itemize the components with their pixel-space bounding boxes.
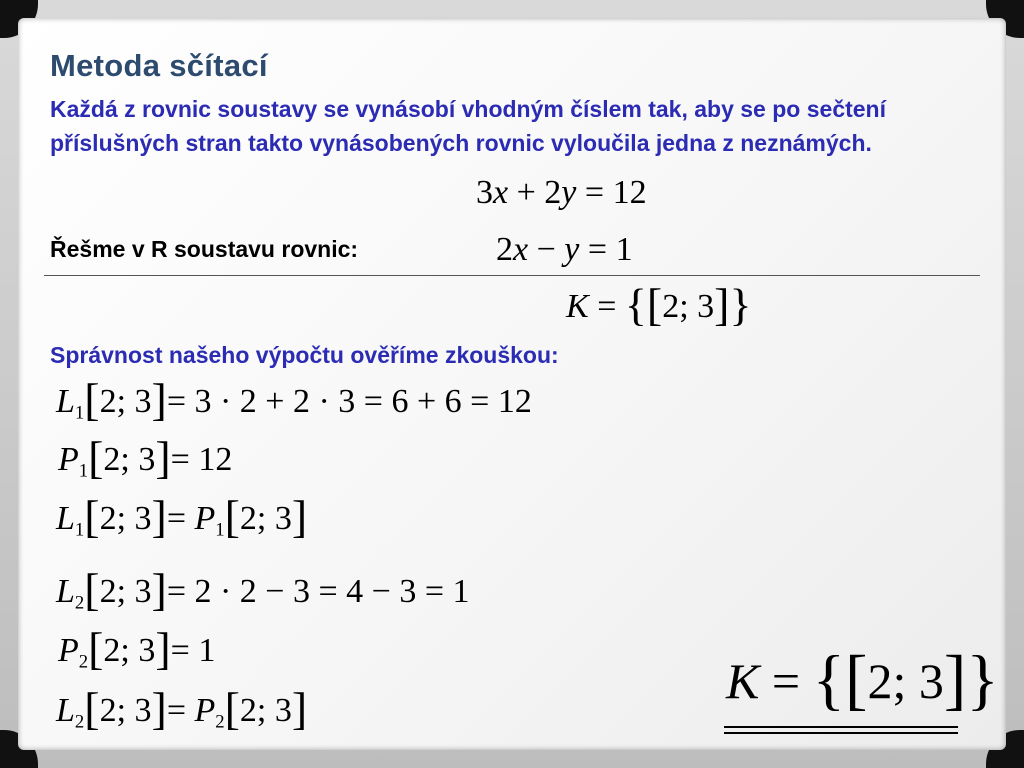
side-symbol: P	[58, 441, 79, 478]
bracket: ]	[151, 682, 167, 734]
check-line-6	[56, 682, 308, 734]
solution-set	[566, 278, 752, 330]
equals: =	[587, 231, 608, 268]
bracket: [	[88, 431, 104, 483]
expression: =	[166, 692, 195, 729]
bracket: [	[88, 622, 104, 674]
expression: =	[166, 500, 195, 537]
bracket: ]	[155, 622, 171, 674]
subscript: 1	[74, 519, 85, 541]
brace: {	[624, 278, 647, 330]
subscript: 1	[78, 460, 89, 482]
coef: 2	[544, 174, 562, 211]
brace: }	[729, 278, 752, 330]
equals: =	[597, 288, 617, 325]
argument: 2; 3	[99, 573, 152, 610]
equation-1	[476, 174, 647, 212]
equals: =	[771, 653, 801, 709]
var-x: x	[493, 174, 509, 211]
subscript: 2	[74, 592, 85, 614]
side-symbol: L	[56, 500, 75, 537]
bracket: ]	[291, 490, 308, 542]
bracket: [	[224, 682, 240, 734]
argument: 2; 3	[99, 383, 152, 420]
bracket: [	[84, 490, 100, 542]
rhs: 1	[615, 231, 633, 268]
check-line-4	[56, 563, 470, 615]
equation-2	[496, 231, 633, 269]
equals: =	[584, 174, 605, 211]
coef: 2	[496, 231, 513, 268]
expression: = 3 · 2 + 2 · 3 = 6 + 6 = 12	[166, 383, 532, 420]
pair: 2; 3	[867, 653, 944, 709]
set-symbol: K	[726, 653, 760, 709]
bracket: [	[84, 682, 100, 734]
set-symbol: K	[566, 288, 589, 325]
divider-line	[44, 275, 980, 276]
check-line-5	[58, 622, 216, 674]
brace: {	[812, 642, 845, 718]
coef: 3	[476, 174, 493, 211]
bracket: [	[646, 278, 663, 330]
argument: 2; 3	[239, 692, 292, 729]
expression: = 1	[170, 632, 216, 669]
side-symbol: L	[56, 692, 75, 729]
var-y: y	[564, 231, 580, 268]
subscript: 2	[215, 711, 225, 733]
expression: = 2 · 2 − 3 = 4 − 3 = 1	[166, 573, 470, 610]
bracket: ]	[151, 373, 167, 425]
side-symbol: P	[58, 632, 79, 669]
brace: }	[966, 642, 999, 718]
bracket: ]	[151, 490, 167, 542]
bracket: [	[224, 490, 240, 542]
side-symbol: L	[56, 573, 75, 610]
double-underline	[724, 726, 958, 728]
operator: −	[536, 231, 556, 268]
bracket: ]	[943, 642, 967, 718]
slide-title: Metoda sčítací	[50, 48, 268, 83]
bracket: ]	[291, 682, 308, 734]
argument: 2; 3	[239, 500, 292, 537]
subscript: 1	[74, 402, 85, 424]
argument: 2; 3	[99, 692, 152, 729]
bracket: ]	[155, 431, 171, 483]
argument: 2; 3	[103, 441, 156, 478]
check-line-1	[56, 373, 532, 425]
double-underline	[724, 732, 958, 734]
var-y: y	[561, 174, 577, 211]
var-x: x	[513, 231, 529, 268]
bracket: ]	[151, 563, 167, 615]
subscript: 2	[78, 651, 89, 673]
bracket: ]	[714, 278, 730, 330]
side-symbol: P	[194, 500, 216, 537]
side-symbol: L	[56, 383, 75, 420]
subscript: 1	[215, 519, 225, 541]
argument: 2; 3	[99, 500, 152, 537]
subscript: 2	[74, 711, 85, 733]
system-label: Řešme v R soustavu rovnic:	[50, 236, 359, 262]
pair: 2; 3	[662, 288, 715, 325]
side-symbol: P	[194, 692, 216, 729]
bracket: [	[84, 563, 100, 615]
rhs: 12	[612, 174, 647, 211]
expression: = 12	[170, 441, 233, 478]
check-line-2	[58, 431, 233, 483]
operator: +	[516, 174, 536, 211]
check-label: Správnost našeho výpočtu ověříme zkouškou:	[50, 342, 559, 368]
bracket: [	[844, 642, 868, 718]
argument: 2; 3	[103, 632, 156, 669]
bracket: [	[84, 373, 100, 425]
check-line-3	[56, 490, 308, 542]
final-solution-set	[726, 642, 999, 718]
intro-text: Každá z rovnic soustavy se vynásobí vhodným číslem tak, aby se po sečtení příslušných stran takto vynásobených rovnic vyloučila jedna z neznámých.	[50, 96, 886, 156]
